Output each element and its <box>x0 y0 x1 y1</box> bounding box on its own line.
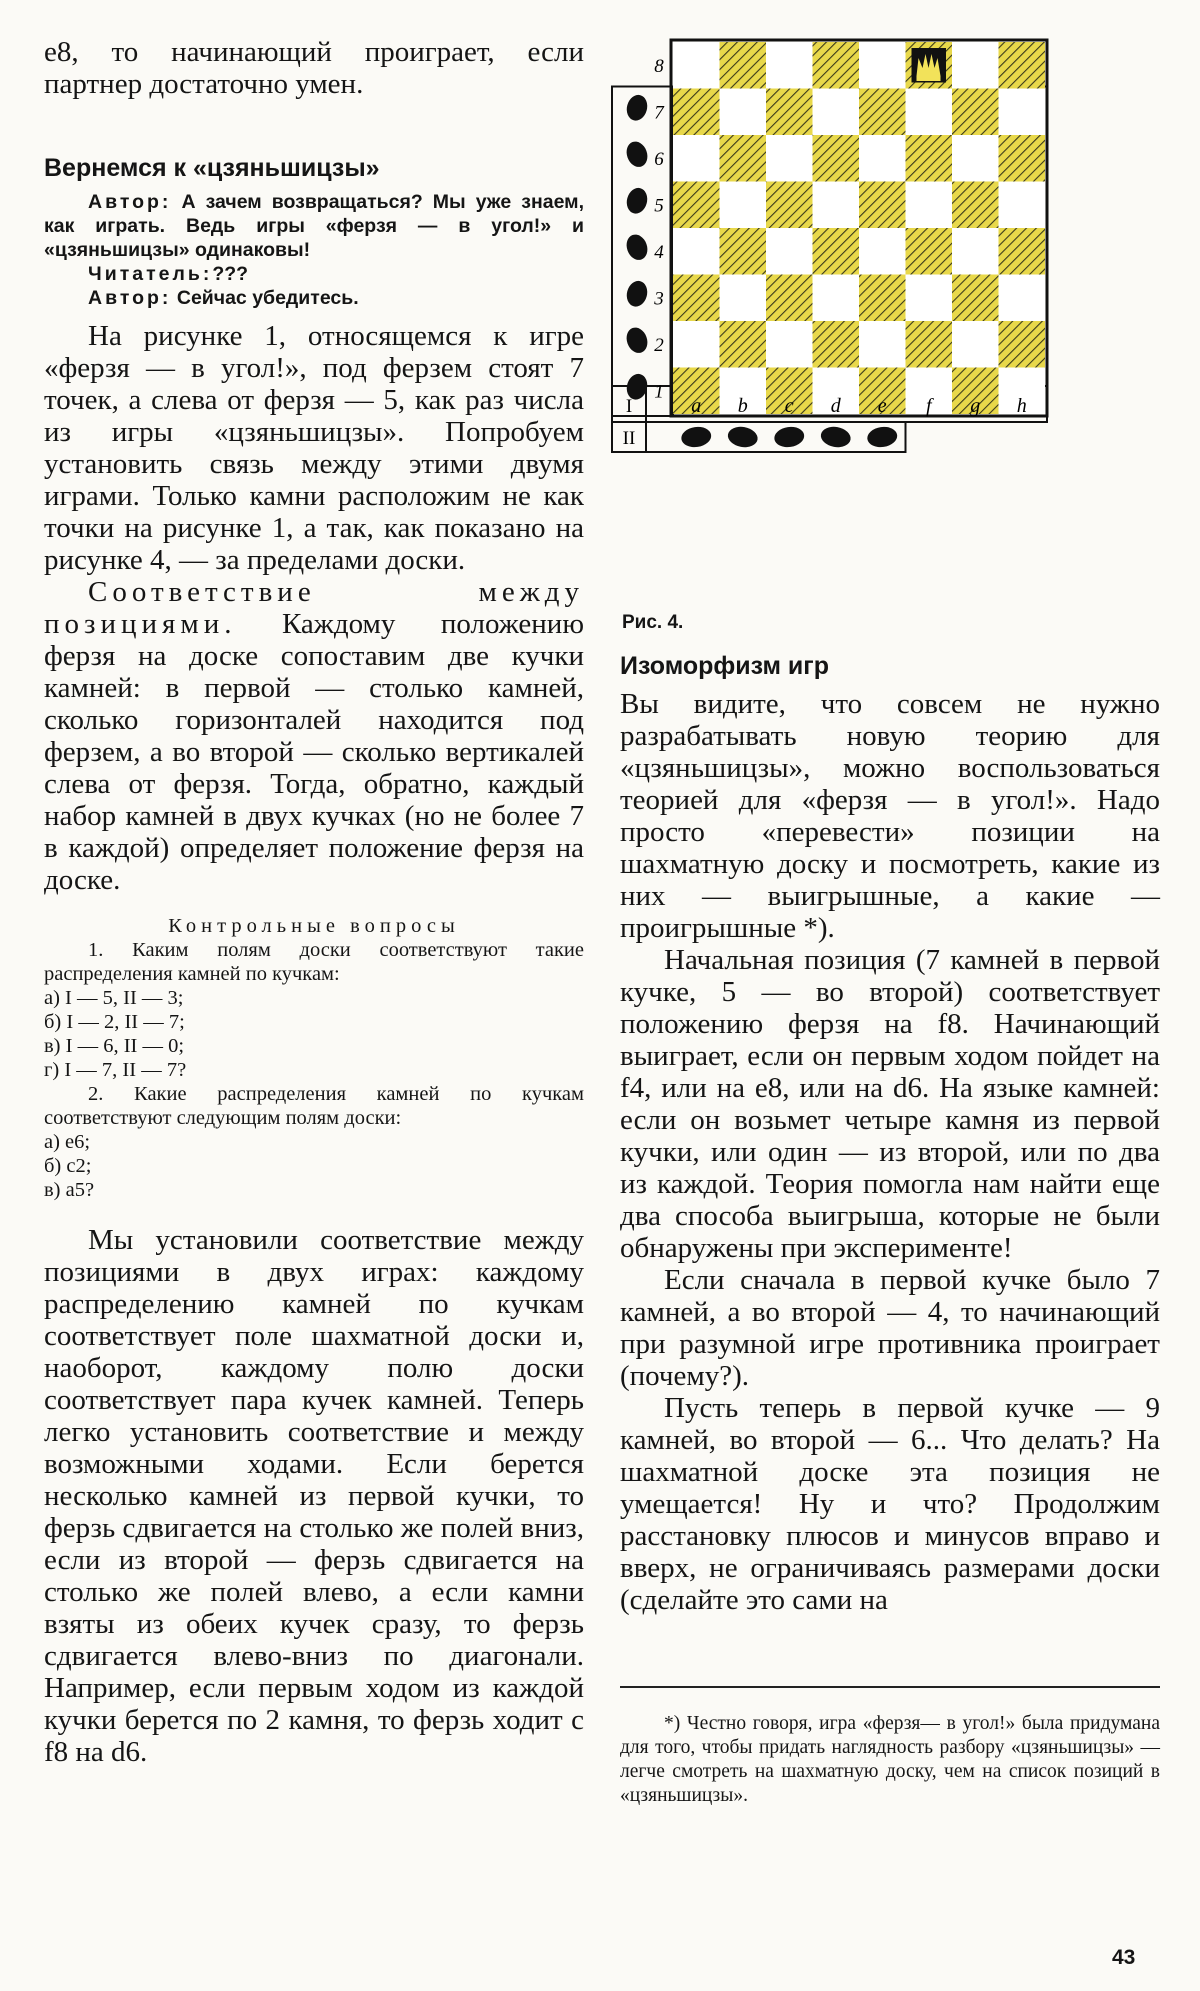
file-label: f <box>925 395 932 417</box>
board-square-g5 <box>952 182 999 229</box>
chessboard-figure <box>610 30 1170 590</box>
board-square-b6 <box>720 135 767 182</box>
stone-icon <box>624 93 650 123</box>
board-square-a7 <box>673 89 720 136</box>
stone-icon <box>623 232 651 263</box>
board-square-c2 <box>766 321 813 368</box>
rank-label: 2 <box>654 335 664 356</box>
rank-label: 1 <box>654 381 664 403</box>
list-item: б) с2; <box>44 1155 92 1177</box>
file-label: a <box>691 395 702 417</box>
paragraph-body: Каждому положению ферзя на доске сопоставим две кучки камней: в первой — столько камней, сколько горизонталей находится под ферзем, а во второй — сколько вертикалей слева от ферзя. Тогда, обратно, каждый набор камней в двух кучках (но не более 7 в каждой) определяет положение ферзя на доске. <box>44 608 584 896</box>
dialogue <box>44 190 584 310</box>
board-square-e3 <box>859 275 906 322</box>
board-square-e7 <box>859 89 906 136</box>
board-square-h6 <box>999 135 1046 182</box>
board-square-a8 <box>673 42 720 89</box>
question-2-list <box>44 1130 584 1202</box>
list-item: а) I — 5, II — 3; <box>44 987 184 1009</box>
dialogue-line <box>44 190 584 262</box>
dialogue-text: А зачем возвращаться? Мы уже знаем, как играть. Ведь игры «ферзя — в угол!» и «цзяньшицзы» одинаковы! <box>44 191 584 261</box>
board-square-b4 <box>720 228 767 275</box>
board-square-g6 <box>952 135 999 182</box>
paragraph: Если сначала в первой кучке было 7 камней, а во второй — 4, то начинающий при разумной игре противника проиграет (почему?). <box>620 1264 1160 1392</box>
board-square-g7 <box>952 89 999 136</box>
dialogue-line <box>44 262 584 286</box>
board-square-f2 <box>906 321 953 368</box>
file-label: e <box>877 395 887 417</box>
file-label: g <box>970 395 981 417</box>
stone-icon <box>866 425 898 449</box>
board-square-h4 <box>999 228 1046 275</box>
board-square-c8 <box>766 42 813 89</box>
board-square-d4 <box>813 228 860 275</box>
board-square-c6 <box>766 135 813 182</box>
file-label: c <box>784 395 794 417</box>
footnote-divider <box>620 1686 1160 1688</box>
pile-1-label: I <box>625 396 633 417</box>
board-square-c5 <box>766 182 813 229</box>
question-2: 2. Какие распределения камней по кучкам соответствуют следующим полям доски: <box>44 1083 584 1129</box>
stone-icon <box>773 425 805 449</box>
section-title-return: Вернемся к «цзяньшицзы» <box>44 154 380 182</box>
board-square-e4 <box>859 228 906 275</box>
rank-label: 5 <box>654 195 664 217</box>
board-square-c4 <box>766 228 813 275</box>
dialogue-speaker: Автор: <box>88 287 172 309</box>
file-label: b <box>737 395 748 417</box>
board-square-g3 <box>952 275 999 322</box>
dialogue-line <box>44 286 584 310</box>
board-square-a2 <box>673 321 720 368</box>
board-square-h3 <box>999 275 1046 322</box>
board-square-d8 <box>813 42 860 89</box>
paragraph: Пусть теперь в первой кучке — 9 камней, во второй — 6... Что делать? На шахматной доске эта позиция не умещается! Ну и что? Продолжим расстановку плюсов и минусов вправо и вверх, не ограничиваясь размерами доски (сделайте это сами на <box>620 1392 1160 1616</box>
board-square-d7 <box>813 89 860 136</box>
paragraph <box>44 576 584 896</box>
board-square-b8 <box>720 42 767 89</box>
board-square-d2 <box>813 321 860 368</box>
queen-icon <box>912 48 947 83</box>
rank-label: 6 <box>654 149 664 170</box>
board-square-a6 <box>673 135 720 182</box>
rank-label: 7 <box>654 102 664 124</box>
footnote-text: *) Честно говоря, игра «ферзя— в угол!» была придумана для того, чтобы придать наглядность разбору «цзяньшицзы» — легче смотреть на шахматную доску, чем на список позиций в «цзяньшицзы». <box>620 1713 1160 1806</box>
board-square-h2 <box>999 321 1046 368</box>
questions-title: Контрольные вопросы <box>168 915 460 937</box>
figure-caption: Рис. 4. <box>622 612 684 633</box>
board-square-h7 <box>999 89 1046 136</box>
stone-icon <box>624 279 650 309</box>
board-square-f3 <box>906 275 953 322</box>
paragraph: Начальная позиция (7 камней в первой кучке, 5 — во второй) соответствует положению ферзя на f8. Начинающий выиграет, если он первым ходом пойдет на f4, или на e8, или на d6. На языке камней: если он возьмет четыре камня из первой кучки, или один — из второй, или по два из каждой. Теория помогла нам найти еще два способа выигрыша, которые не были обнаружены при эксперименте! <box>620 944 1160 1264</box>
stone-icon <box>623 139 651 170</box>
board-square-e5 <box>859 182 906 229</box>
board-square-e2 <box>859 321 906 368</box>
list-item: в) а5? <box>44 1179 95 1201</box>
list-item: в) I — 6, II — 0; <box>44 1035 185 1057</box>
board-square-c7 <box>766 89 813 136</box>
board-square-f7 <box>906 89 953 136</box>
board-square-b5 <box>720 182 767 229</box>
board-square-f6 <box>906 135 953 182</box>
dialogue-text: ??? <box>212 263 249 285</box>
list-item: г) I — 7, II — 7? <box>44 1059 187 1081</box>
board-square-b7 <box>720 89 767 136</box>
stone-icon <box>680 425 712 449</box>
board-square-d5 <box>813 182 860 229</box>
board-square-a3 <box>673 275 720 322</box>
board-square-g8 <box>952 42 999 89</box>
paragraph-lead: Соответствие между позициями. <box>44 576 584 640</box>
footnote <box>620 1712 1160 1808</box>
board-square-b2 <box>720 321 767 368</box>
board-square-a4 <box>673 228 720 275</box>
file-label: d <box>830 395 841 417</box>
pile-2-label: II <box>622 428 636 449</box>
dialogue-speaker: Читатель: <box>88 263 213 285</box>
stone-icon <box>624 186 650 216</box>
board-square-g2 <box>952 321 999 368</box>
section-title-isomorphism: Изоморфизм игр <box>620 652 829 680</box>
board-square-f5 <box>906 182 953 229</box>
paragraph: Мы установили соответствие между позициями в двух играх: каждому распределению камней по кучкам соответствует поле шахматной доски и, наоборот, каждому полю доски соответствует пара кучек камней. Теперь легко установить соответствие и между возможными ходами. Если берется несколько камней из первой кучки, то ферзь сдвигается на столько же полей вниз, если из второй — ферзь сдвигается на столько же полей влево, а если камни взяты из обеих кучек сразу, то ферзь сдвигается влево-вниз по диагонали. Например, если первым ходом из каждой кучки берется по 2 камня, то ферзь ходит с f8 на d6. <box>44 1224 584 1768</box>
stone-icon <box>726 425 759 450</box>
list-item: а) е6; <box>44 1131 91 1153</box>
board-square-h8 <box>999 42 1046 89</box>
board-square-e8 <box>859 42 906 89</box>
board-square-h5 <box>999 182 1046 229</box>
board-square-e6 <box>859 135 906 182</box>
stone-icon <box>623 325 651 356</box>
rank-label: 4 <box>654 242 664 263</box>
left-column <box>44 36 584 1768</box>
stone-icon <box>819 425 852 450</box>
queen-foot <box>917 76 941 81</box>
board-square-f4 <box>906 228 953 275</box>
paragraph: Вы видите, что совсем не нужно разрабатывать новую теорию для «цзяньшицзы», можно воспользоваться теорией для «ферзя — в угол!». Надо просто «перевести» позиции на шахматную доску и посмотреть, какие из них — выигрышные, а какие — проигрышные *). <box>620 688 1160 944</box>
pile-2-box <box>612 422 906 452</box>
intro-text: е8, то начинающий проиграет, если партнер достаточно умен. <box>44 36 584 100</box>
list-item: б) I — 2, II — 7; <box>44 1011 185 1033</box>
board-square-a5 <box>673 182 720 229</box>
board-square-d6 <box>813 135 860 182</box>
dialogue-speaker: Автор: <box>88 191 172 213</box>
rank-label: 8 <box>654 56 664 77</box>
dialogue-text: Сейчас убедитесь. <box>171 287 359 309</box>
board-square-d3 <box>813 275 860 322</box>
board-square-b3 <box>720 275 767 322</box>
page-number: 43 <box>1112 1946 1136 1969</box>
rank-label: 3 <box>654 288 664 310</box>
question-1-list <box>44 986 584 1082</box>
board-square-c3 <box>766 275 813 322</box>
question-1: 1. Каким полям доски соответствуют такие распределения камней по кучкам: <box>44 939 584 985</box>
right-column <box>620 650 1160 1616</box>
board-square-g4 <box>952 228 999 275</box>
paragraph: На рисунке 1, относящемся к игре «ферзя — в угол!», под ферзем стоят 7 точек, а слева от ферзя — 5, как раз числа из игры «цзяньшицзы». Попробуем установить связь между этими двумя играми. Только камни расположим не как точки на рисунке 1, а так, как показано на рисунке 4, — за пределами доски. <box>44 320 584 576</box>
file-label: h <box>1016 395 1027 417</box>
